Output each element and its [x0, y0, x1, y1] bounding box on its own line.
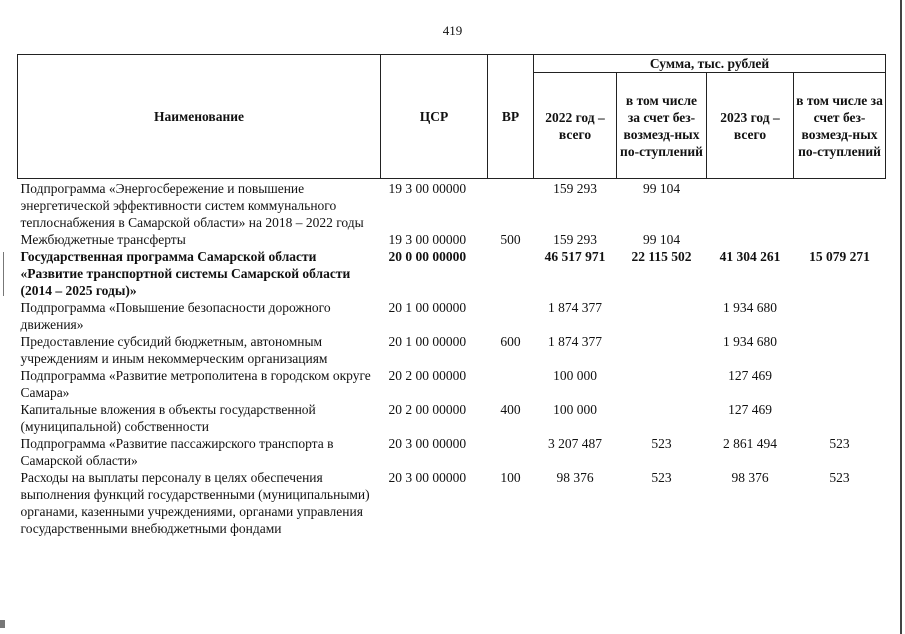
- row-2022-gratis: 99 104: [642, 232, 681, 247]
- table-row: [18, 435, 886, 469]
- table-body: [18, 179, 886, 538]
- header-2022-total: 2022 год – всего: [534, 73, 617, 179]
- row-name: Межбюджетные трансферты: [20, 232, 186, 247]
- row-2023-total: 2 861 494: [723, 436, 777, 451]
- row-vr: 500: [500, 232, 521, 247]
- row-vr: 600: [500, 334, 521, 349]
- row-2022-total: 100 000: [553, 402, 597, 417]
- header-2022-gratis: в том числе за счет без-возмезд-ных по-ступлений: [617, 73, 707, 179]
- row-2022-gratis: [617, 367, 707, 401]
- scan-mark: [0, 620, 5, 628]
- row-csr: 19 3 00 00000: [388, 232, 467, 247]
- header-name: Наименование: [18, 55, 381, 179]
- row-2023-gratis: [794, 367, 886, 401]
- row-2023-gratis: 523: [829, 436, 850, 451]
- row-2022-gratis: 22 115 502: [631, 249, 692, 264]
- budget-table: [17, 54, 886, 537]
- row-csr: 20 2 00 00000: [388, 368, 467, 383]
- row-vr: [488, 367, 534, 401]
- table-row: [18, 248, 886, 299]
- row-csr: 20 3 00 00000: [388, 436, 467, 451]
- row-2023-gratis: [794, 179, 886, 232]
- row-2022-total: 1 874 377: [548, 300, 602, 315]
- row-csr: 20 3 00 00000: [388, 470, 467, 485]
- row-csr: 20 0 00 00000: [388, 249, 467, 264]
- table-row: [18, 299, 886, 333]
- table-header: [18, 55, 886, 179]
- row-name: Капитальные вложения в объекты государственной (муниципальной) собственности: [20, 402, 316, 434]
- row-2022-total: 159 293: [553, 181, 597, 196]
- header-csr: ЦСР: [381, 55, 488, 179]
- row-2023-total: [707, 179, 794, 232]
- header-2023-gratis: в том числе за счет без-возмезд-ных по-ступлений: [794, 73, 886, 179]
- row-2023-total: 127 469: [728, 402, 772, 417]
- table-row: [18, 231, 886, 248]
- row-name: Предоставление субсидий бюджетным, автономным учреждениям и иным некоммерческим организациям: [20, 334, 328, 366]
- row-2022-gratis: [617, 333, 707, 367]
- row-2022-gratis: [617, 401, 707, 435]
- row-2023-gratis: [794, 333, 886, 367]
- row-csr: 20 1 00 00000: [388, 334, 467, 349]
- table-row: [18, 469, 886, 537]
- row-2023-total: 1 934 680: [723, 334, 777, 349]
- row-name: Подпрограмма «Энергосбережение и повышение энергетической эффективности систем коммунального теплоснабжения в Самарской области» на 2018 – 2022 годы: [20, 181, 364, 230]
- row-vr: [488, 179, 534, 232]
- row-name: Подпрограмма «Развитие метрополитена в городском округе Самара»: [20, 368, 371, 400]
- row-2023-total: 1 934 680: [723, 300, 777, 315]
- header-vr: ВР: [488, 55, 534, 179]
- row-2022-total: 3 207 487: [548, 436, 602, 451]
- row-vr: 400: [500, 402, 521, 417]
- row-csr: 20 1 00 00000: [388, 300, 467, 315]
- row-2023-gratis: 15 079 271: [809, 249, 870, 264]
- row-2023-total: 41 304 261: [719, 249, 781, 264]
- row-2022-gratis: 523: [651, 436, 672, 451]
- table-row: [18, 401, 886, 435]
- row-2022-gratis: 99 104: [642, 181, 681, 196]
- row-2022-total: 159 293: [553, 232, 597, 247]
- page-number: 419: [442, 23, 463, 38]
- row-csr: 19 3 00 00000: [388, 181, 467, 196]
- row-2023-gratis: [794, 231, 886, 248]
- row-2023-total: 127 469: [728, 368, 772, 383]
- row-2022-total: 46 517 971: [544, 249, 606, 264]
- row-2022-gratis: [617, 299, 707, 333]
- row-2023-total: [707, 231, 794, 248]
- table-row: [18, 333, 886, 367]
- table-row: [18, 179, 886, 232]
- scan-edge-line: [900, 0, 902, 634]
- table-row: [18, 367, 886, 401]
- row-csr: 20 2 00 00000: [388, 402, 467, 417]
- row-vr: [488, 299, 534, 333]
- row-vr: 100: [500, 470, 521, 485]
- row-name: Подпрограмма «Повышение безопасности дорожного движения»: [20, 300, 331, 332]
- header-2023-total: 2023 год – всего: [707, 73, 794, 179]
- row-vr: [488, 248, 534, 299]
- row-2022-total: 1 874 377: [548, 334, 602, 349]
- row-2022-total: 98 376: [556, 470, 594, 485]
- row-2022-gratis: 523: [651, 470, 672, 485]
- row-2023-gratis: 523: [829, 470, 850, 485]
- row-2023-total: 98 376: [731, 470, 769, 485]
- row-name: Подпрограмма «Развитие пассажирского транспорта в Самарской области»: [20, 436, 334, 468]
- row-name: Государственная программа Самарской области «Развитие транспортной системы Самарской области (2014 – 2025 годы)»: [20, 249, 351, 298]
- row-vr: [488, 435, 534, 469]
- header-sum-group: Сумма, тыс. рублей: [534, 55, 886, 73]
- row-2023-gratis: [794, 401, 886, 435]
- scan-mark: [3, 252, 4, 296]
- row-2023-gratis: [794, 299, 886, 333]
- row-name: Расходы на выплаты персоналу в целях обеспечения выполнения функций государственными (муниципальными) органами, казенными учреждениями, органами управления государственными внебюджетными фондами: [20, 470, 370, 536]
- row-2022-total: 100 000: [553, 368, 597, 383]
